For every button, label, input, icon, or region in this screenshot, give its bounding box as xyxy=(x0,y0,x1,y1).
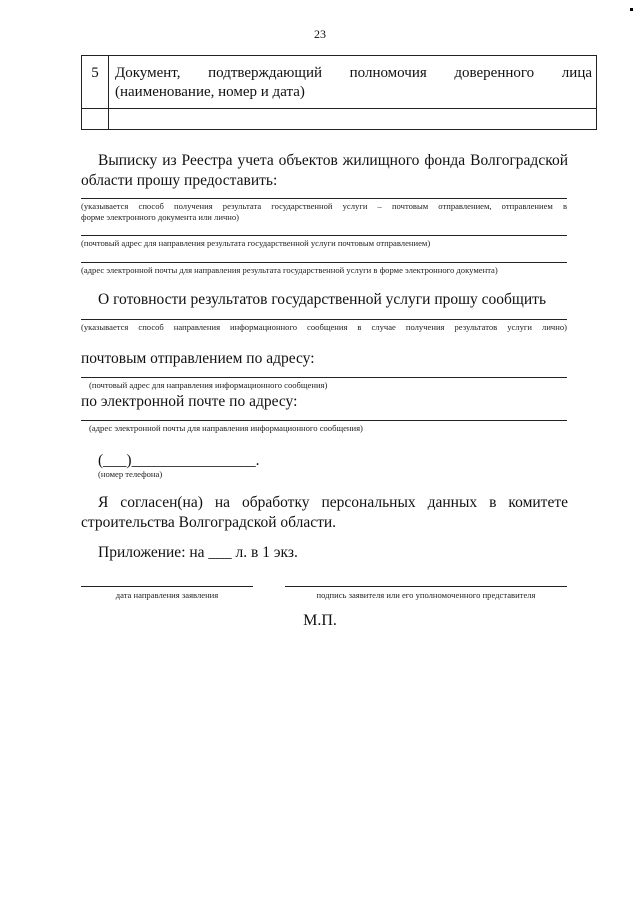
signature-hint: подпись заявителя или его уполномоченного представителя xyxy=(316,590,536,600)
row-text xyxy=(109,56,597,109)
extract-request-line1: Выписку из Реестра учета объектов жилищного фонда Волгоградской xyxy=(98,152,568,169)
receipt-method-field[interactable] xyxy=(81,198,567,199)
empty-cell-text[interactable] xyxy=(109,109,597,130)
signature-field[interactable] xyxy=(285,586,567,587)
postal-address-field[interactable] xyxy=(81,235,567,236)
attachment-table xyxy=(81,55,597,130)
date-hint: дата направления заявления xyxy=(115,590,219,600)
table-row-empty xyxy=(82,109,597,130)
email-address-field[interactable] xyxy=(81,262,567,263)
readiness-text: О готовности результатов государственной услуги прошу сообщить xyxy=(98,291,547,308)
stamp-place: М.П. xyxy=(303,612,337,629)
consent-line2: строительства Волгоградской области. xyxy=(81,514,337,531)
table-row xyxy=(82,56,597,109)
notify-method-hint: (указывается способ направления информационного сообщения в случае получения результатов услуги лично) xyxy=(81,322,567,332)
email-address-hint: (адрес электронной почты для направления результата государственной услуги в форме электронного документа) xyxy=(81,265,498,275)
by-email-text: по электронной почте по адресу: xyxy=(81,393,298,410)
row-text-line1: Документ, подтверждающий полномочия доверенного лица xyxy=(115,65,592,81)
notify-postal-hint: (почтовый адрес для направления информационного сообщения) xyxy=(89,380,328,390)
by-post-text: почтовым отправлением по адресу: xyxy=(81,350,315,367)
page-number: 23 xyxy=(314,27,326,41)
notify-method-field[interactable] xyxy=(81,319,567,320)
date-field[interactable] xyxy=(81,586,253,587)
notify-email-field[interactable] xyxy=(81,420,567,421)
consent-line1: Я согласен(на) на обработку персональных данных в комитете xyxy=(98,494,568,511)
row-text-line2: (наименование, номер и дата) xyxy=(115,84,305,100)
extract-request-line2: области прошу предоставить: xyxy=(81,172,278,189)
receipt-method-hint-line1: (указывается способ получения результата государственной услуги – почтовым отправлением, отправлением в xyxy=(81,201,567,211)
notify-email-hint: (адрес электронной почты для направления информационного сообщения) xyxy=(89,423,363,433)
scan-speck xyxy=(630,8,633,11)
phone-hint: (номер телефона) xyxy=(98,469,163,479)
attachment-text: Приложение: на ___ л. в 1 экз. xyxy=(98,544,298,561)
receipt-method-hint-line2: форме электронного документа или лично) xyxy=(81,212,240,222)
row-number: 5 xyxy=(82,56,109,109)
phone-field[interactable]: (___)________________. xyxy=(98,452,260,469)
empty-cell-number[interactable] xyxy=(82,109,109,130)
notify-postal-field[interactable] xyxy=(81,377,567,378)
postal-address-hint: (почтовый адрес для направления результата государственной услуги почтовым отправлением) xyxy=(81,238,431,248)
